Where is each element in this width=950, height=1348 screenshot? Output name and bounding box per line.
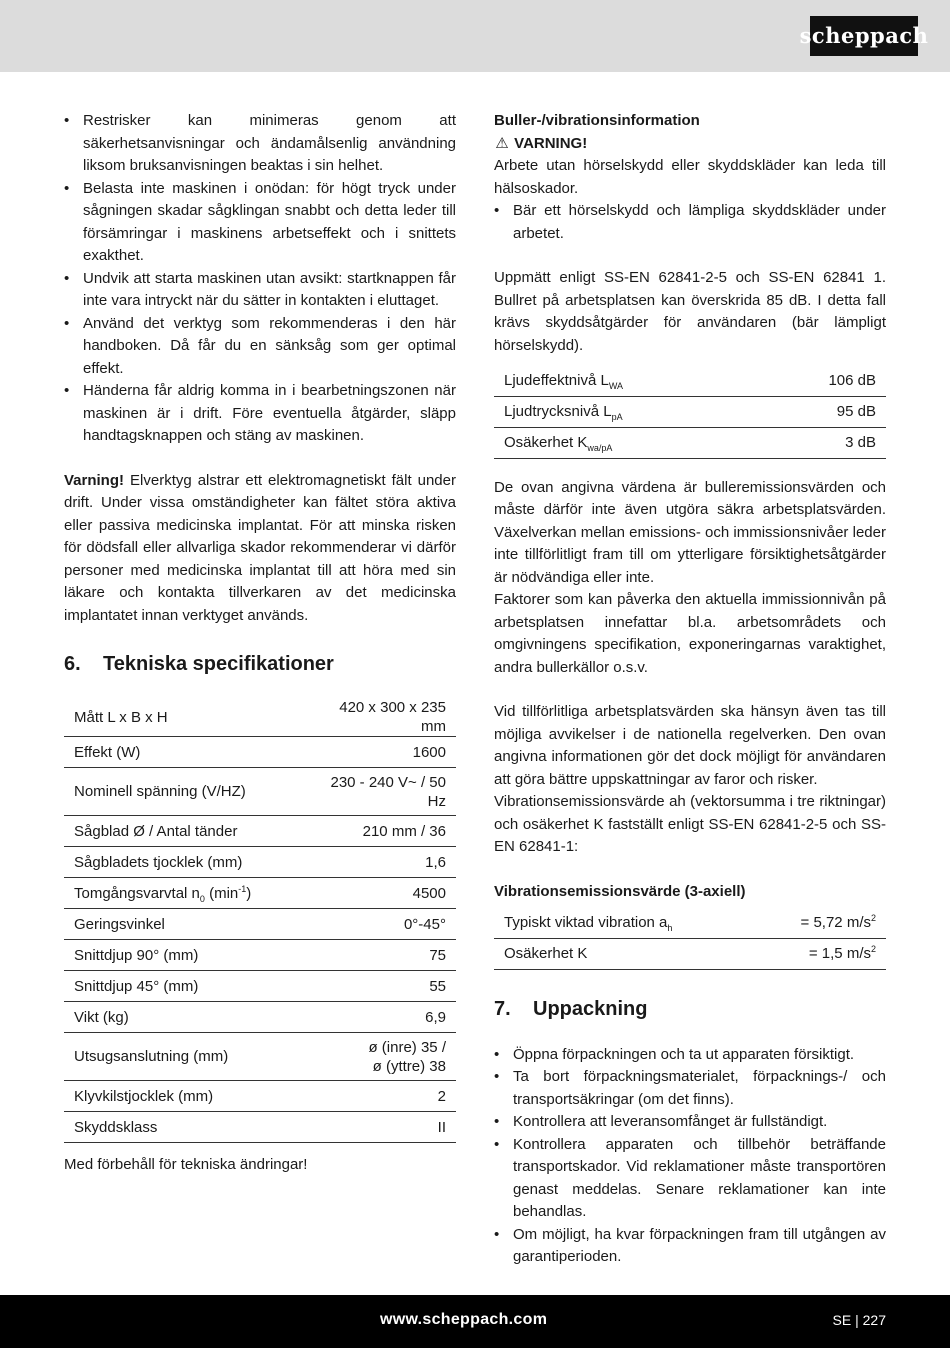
spec-value: 1600	[306, 737, 456, 768]
table-row	[494, 938, 886, 969]
table-row	[64, 1002, 456, 1033]
warning-heading-line: ⚠ VARNING!	[494, 133, 886, 156]
spec-label: Vikt (kg)	[64, 1002, 306, 1033]
website-link[interactable]: www.scheppach.com	[380, 1311, 548, 1328]
list-item: • Undvik att starta maskinen utan avsikt: startknappen får inte vara intryckt när du sätter in kontakten i eluttaget.	[64, 268, 456, 313]
table-row	[64, 698, 456, 737]
table-row	[64, 768, 456, 816]
list-item: • Kontrollera att leveransomfånget är fullständigt.	[494, 1111, 886, 1134]
spec-label: Mått L x B x H	[64, 698, 306, 737]
spec-label: Klyvkilstjocklek (mm)	[64, 1081, 306, 1112]
measured-text: Uppmätt enligt SS-EN 62841-2-5 och SS-EN 62841 1. Bullret på arbetsplatsen kan överskrida 85 dB. I detta fall krävs skyddsåtgärder för användaren (bär lämpligt hörselskydd).	[494, 269, 886, 354]
list-item: • Öppna förpackningen och ta ut apparaten försiktigt.	[494, 1044, 886, 1067]
list-item: • Händerna får aldrig komma in i bearbetningszonen när maskinen är i drift. Före eventuella åtgärder, släpp handtagsknappen och stäng av maskinen.	[64, 380, 456, 448]
spec-value: 4500	[306, 878, 456, 909]
list-item: • Ta bort förpackningsmaterialet, förpacknings-/ och transportsäkringar (om det finns).	[494, 1066, 886, 1111]
vibration-label: Typiskt viktad vibration $a_h$	[494, 907, 754, 938]
spec-note: Med förbehåll för tekniska ändringar!	[64, 1156, 308, 1173]
table-row	[64, 878, 456, 909]
noise-label: Osäkerhet $K_{wa/pA}$	[494, 427, 758, 458]
vibration-value: = 5,72 $m/s^2$	[754, 907, 886, 938]
table-row	[64, 940, 456, 971]
list-item: • Använd det verktyg som rekommenderas i den här handboken. Då får du en sänksåg som ger optimal effekt.	[64, 313, 456, 381]
left-column	[64, 110, 456, 1177]
section-title: Tekniska specifikationer	[103, 653, 334, 675]
noise-heading: Buller-/vibrationsinformation	[494, 112, 700, 129]
emf-warning-paragraph	[64, 470, 456, 628]
noise-warning-text: Arbete utan hörselskydd eller skyddskläder kan leda till hälsoskador.	[494, 157, 886, 197]
table-row	[64, 1112, 456, 1143]
noise-table	[494, 365, 886, 459]
page-number: SE | 227	[832, 1312, 886, 1328]
noise-value: 3 dB	[758, 427, 886, 458]
vibration-value: = 1,5 $m/s^2$	[754, 938, 886, 969]
spec-label: Snittdjup 90° (mm)	[64, 940, 306, 971]
spec-value: 6,9	[306, 1002, 456, 1033]
spec-label: Sågblad Ø / Antal tänder	[64, 816, 306, 847]
noise-bullet-list	[494, 200, 886, 245]
table-row	[494, 365, 886, 396]
noise-value: 106 dB	[758, 365, 886, 396]
spec-label: Geringsvinkel	[64, 909, 306, 940]
table-row	[494, 427, 886, 458]
spec-value: 75	[306, 940, 456, 971]
list-item: • Bär ett hörselskydd och lämpliga skyddskläder under arbetet.	[494, 200, 886, 245]
spec-value: 55	[306, 971, 456, 1002]
spec-label: Effekt (W)	[64, 737, 306, 768]
table-row	[64, 971, 456, 1002]
spec-label: Nominell spänning (V/HZ)	[64, 768, 306, 816]
spec-value: 2	[306, 1081, 456, 1112]
section-number: 6.	[64, 653, 81, 675]
vibration-table	[494, 907, 886, 970]
list-item: • Restrisker kan minimeras genom att säkerhetsanvisningar och ändamålsenlig användning liksom bruksanvisningen beaktas i sin helhet.	[64, 110, 456, 178]
list-item: • Om möjligt, ha kvar förpackningen fram till utgången av garantiperioden.	[494, 1224, 886, 1269]
table-row	[64, 1081, 456, 1112]
spec-value: 1,6	[306, 847, 456, 878]
spec-table	[64, 698, 456, 1143]
vibration-label: Osäkerhet K	[494, 938, 754, 969]
spec-value: ø (inre) 35 / ø (yttre) 38	[306, 1033, 456, 1081]
list-item: • Kontrollera apparaten och tillbehör beträffande transportskador. Vid reklamationer måste transportören genast meddelas. Senare reklamationer kan inte behandlas.	[494, 1134, 886, 1224]
page-footer	[0, 1295, 950, 1348]
factors-text: Faktorer som kan påverka den aktuella immissionnivån på arbetsplatsen innefattar bl.a. arbetsområdets och omgivningens specifikation, exponeringarnas varaktighet, andra bullerkällor o.s.v.	[494, 591, 886, 676]
spec-value: 230 - 240 V~ / 50 Hz	[306, 768, 456, 816]
table-row	[64, 909, 456, 940]
list-item: • Belasta inte maskinen i onödan: för högt tryck under sågningen skadar sågklingan snabbt och detta leder till försämringar i maskinens arbetseffekt och i snittets exakthet.	[64, 178, 456, 268]
right-column	[494, 110, 886, 1269]
spec-value: 0°-45°	[306, 909, 456, 940]
spec-value: 210 mm / 36	[306, 816, 456, 847]
spec-value: 420 x 300 x 235 mm	[306, 698, 456, 737]
noise-value: 95 dB	[758, 396, 886, 427]
table-row	[64, 847, 456, 878]
section-6-heading	[64, 651, 456, 677]
table-row	[494, 907, 886, 938]
table-row	[64, 1033, 456, 1081]
unpack-bullet-list	[494, 1044, 886, 1269]
spec-label: Tomgångsvarvtal $n_0$ $(\min^{-1})$	[64, 878, 306, 909]
vibration-text: Vibrationsemissionsvärde ah (vektorsumma i tre riktningar) och osäkerhet K fastställt enligt SS-EN 62841-2-5 och SS-EN 62841-1:	[494, 793, 886, 855]
vibration-heading: Vibrationsemissionsvärde (3-axiell)	[494, 882, 746, 900]
brand-logo: scheppach	[810, 16, 918, 56]
table-row	[494, 396, 886, 427]
table-row	[64, 816, 456, 847]
spec-label: Snittdjup 45° (mm)	[64, 971, 306, 1002]
spec-label: Skyddsklass	[64, 1112, 306, 1143]
reliable-text: Vid tillförlitliga arbetsplatsvärden ska hänsyn även tas till möjliga avvikelser i de nationella regelverken. Den ovan angivna informationen gör det dock möjligt för användaren att göra bättre uppskattningar av faror och risker.	[494, 703, 886, 788]
warning-label: Varning!	[64, 471, 125, 489]
section-number: 7.	[494, 997, 511, 1020]
page-header	[0, 0, 950, 72]
spec-label: Sågbladets tjocklek (mm)	[64, 847, 306, 878]
warning-triangle-icon: ⚠	[495, 134, 509, 152]
section-7-heading	[494, 996, 886, 1022]
emission-text: De ovan angivna värdena är bulleremissionsvärden och måste därför inte även utgöra säkra arbetsplatsvärden. Växelverkan mellan emissions- och immissionsnivåer leder inte tillförlitligt fram till om ytterligare försiktighetsåtgärder är nödvändiga eller inte.	[494, 478, 886, 586]
table-row	[64, 737, 456, 768]
section-title: Uppackning	[533, 997, 648, 1020]
warning-text: Elverktyg alstrar ett elektromagnetiskt fält under drift. Under vissa omständigheter kan fältet störa aktiva eller passiva medicinska implantat. För att minska risken för dödsfall eller allvarliga skador rekommenderar vi därför personer med medicinska implantat till att höra med sin läkare och kontakta tillverkaren av det medicinska implantatet innan verktyget används.	[64, 471, 456, 624]
noise-label: Ljudtrycksnivå $L_{pA}$	[494, 396, 758, 427]
spec-label: Utsugsanslutning (mm)	[64, 1033, 306, 1081]
spec-value: II	[306, 1112, 456, 1143]
noise-label: Ljudeffektnivå $L_{WA}$	[494, 365, 758, 396]
safety-bullet-list	[64, 110, 456, 448]
